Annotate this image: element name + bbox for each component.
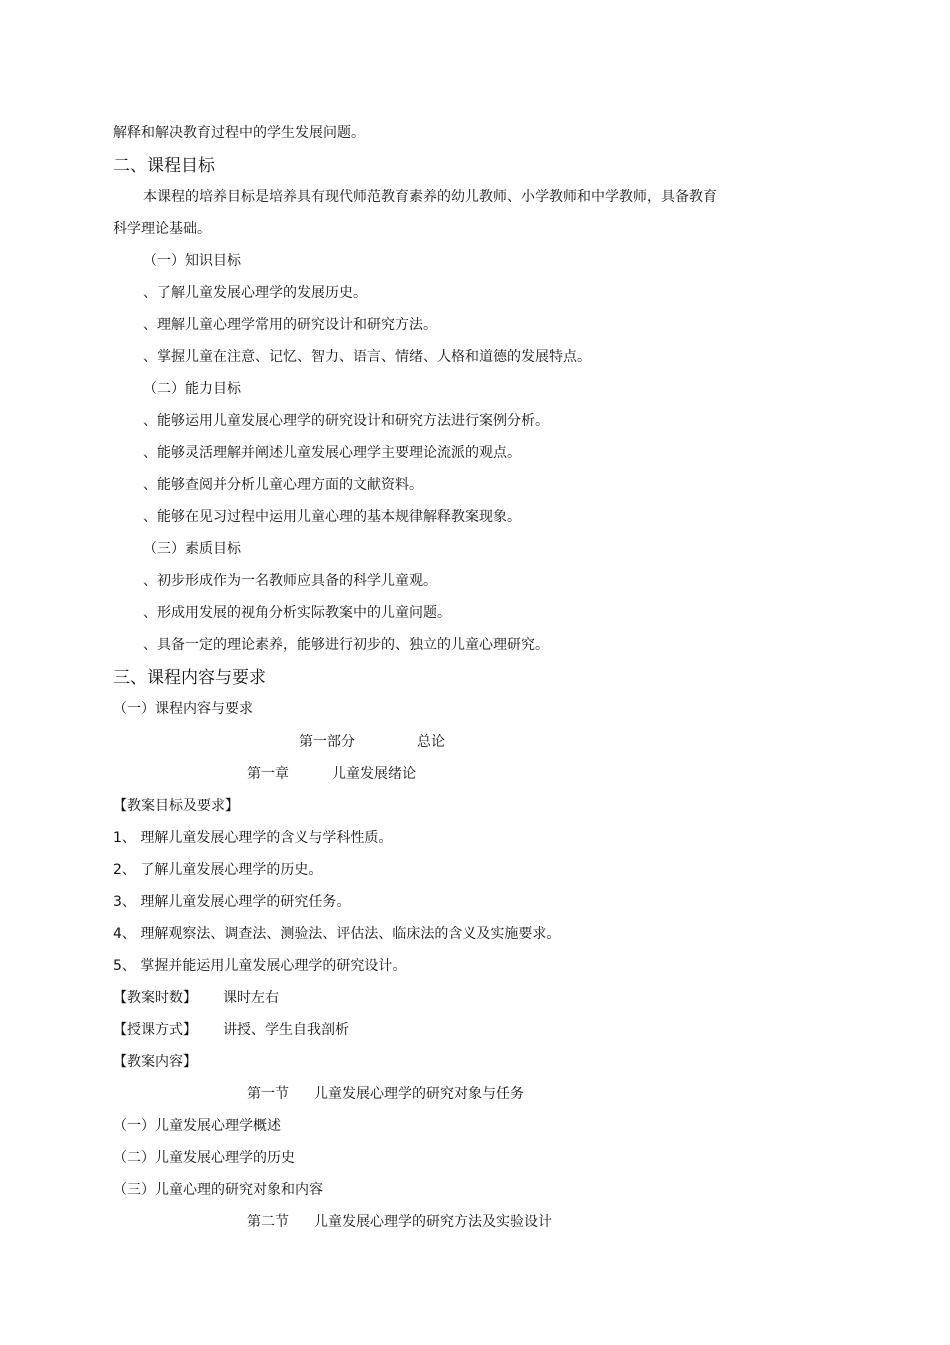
chapter-title-name: 儿童发展绪论: [332, 766, 416, 782]
bracket-heading: 【教案时数】: [113, 990, 197, 1006]
chapter-title: 第一章: [247, 766, 289, 782]
subheading: （二）儿童发展心理学的历史: [113, 1150, 295, 1166]
bracket-heading: 【教案内容】: [113, 1054, 197, 1070]
numbered-item: 3、 理解儿童发展心理学的研究任务。: [113, 894, 351, 910]
numbered-item: 1、 理解儿童发展心理学的含义与学科性质。: [113, 830, 393, 846]
part-title-name: 总论: [417, 734, 445, 750]
subheading: （二）能力目标: [143, 381, 241, 397]
list-item: 、了解儿童发展心理学的发展历史。: [143, 285, 367, 301]
section-number: 第一节: [247, 1086, 289, 1102]
part-title: 第一部分: [299, 734, 355, 750]
bracket-heading: 【教案目标及要求】: [113, 798, 239, 814]
list-item: 、能够运用儿童发展心理学的研究设计和研究方法进行案例分析。: [143, 413, 549, 429]
paragraph: 科学理论基础。: [113, 221, 211, 237]
hours-value: 课时左右: [223, 990, 279, 1006]
list-item: 、形成用发展的视角分析实际教案中的儿童问题。: [143, 605, 451, 621]
paragraph: 本课程的培养目标是培养具有现代师范教育素养的幼儿教师、小学教师和中学教师，具备教育: [143, 189, 717, 205]
subheading: （三）素质目标: [143, 541, 241, 557]
section-number: 第二节: [247, 1214, 289, 1230]
teaching-method-value: 讲授、学生自我剖析: [223, 1022, 349, 1038]
list-item: 、理解儿童心理学常用的研究设计和研究方法。: [143, 317, 437, 333]
bracket-heading: 【授课方式】: [113, 1022, 197, 1038]
section-heading: 二、课程目标: [113, 156, 215, 176]
list-item: 、能够在见习过程中运用儿童心理的基本规律解释教案现象。: [143, 509, 521, 525]
section-heading: 三、课程内容与要求: [113, 668, 266, 688]
section-title: 儿童发展心理学的研究对象与任务: [314, 1086, 524, 1102]
paragraph-continuation: 解释和解决教育过程中的学生发展问题。: [113, 125, 365, 141]
subheading: （三）儿童心理的研究对象和内容: [113, 1182, 323, 1198]
list-item: 、掌握儿童在注意、记忆、智力、语言、情绪、人格和道德的发展特点。: [143, 349, 591, 365]
numbered-item: 2、 了解儿童发展心理学的历史。: [113, 862, 323, 878]
subheading: （一）儿童发展心理学概述: [113, 1118, 281, 1134]
list-item: 、能够灵活理解并阐述儿童发展心理学主要理论流派的观点。: [143, 445, 521, 461]
list-item: 、具备一定的理论素养，能够进行初步的、独立的儿童心理研究。: [143, 637, 549, 653]
subheading: （一）课程内容与要求: [113, 701, 253, 717]
list-item: 、能够查阅并分析儿童心理方面的文献资料。: [143, 477, 423, 493]
subheading: （一）知识目标: [143, 253, 241, 269]
section-title: 儿童发展心理学的研究方法及实验设计: [314, 1214, 552, 1230]
numbered-item: 4、 理解观察法、调查法、测验法、评估法、临床法的含义及实施要求。: [113, 926, 561, 942]
list-item: 、初步形成作为一名教师应具备的科学儿童观。: [143, 573, 437, 589]
numbered-item: 5、 掌握并能运用儿童发展心理学的研究设计。: [113, 958, 407, 974]
